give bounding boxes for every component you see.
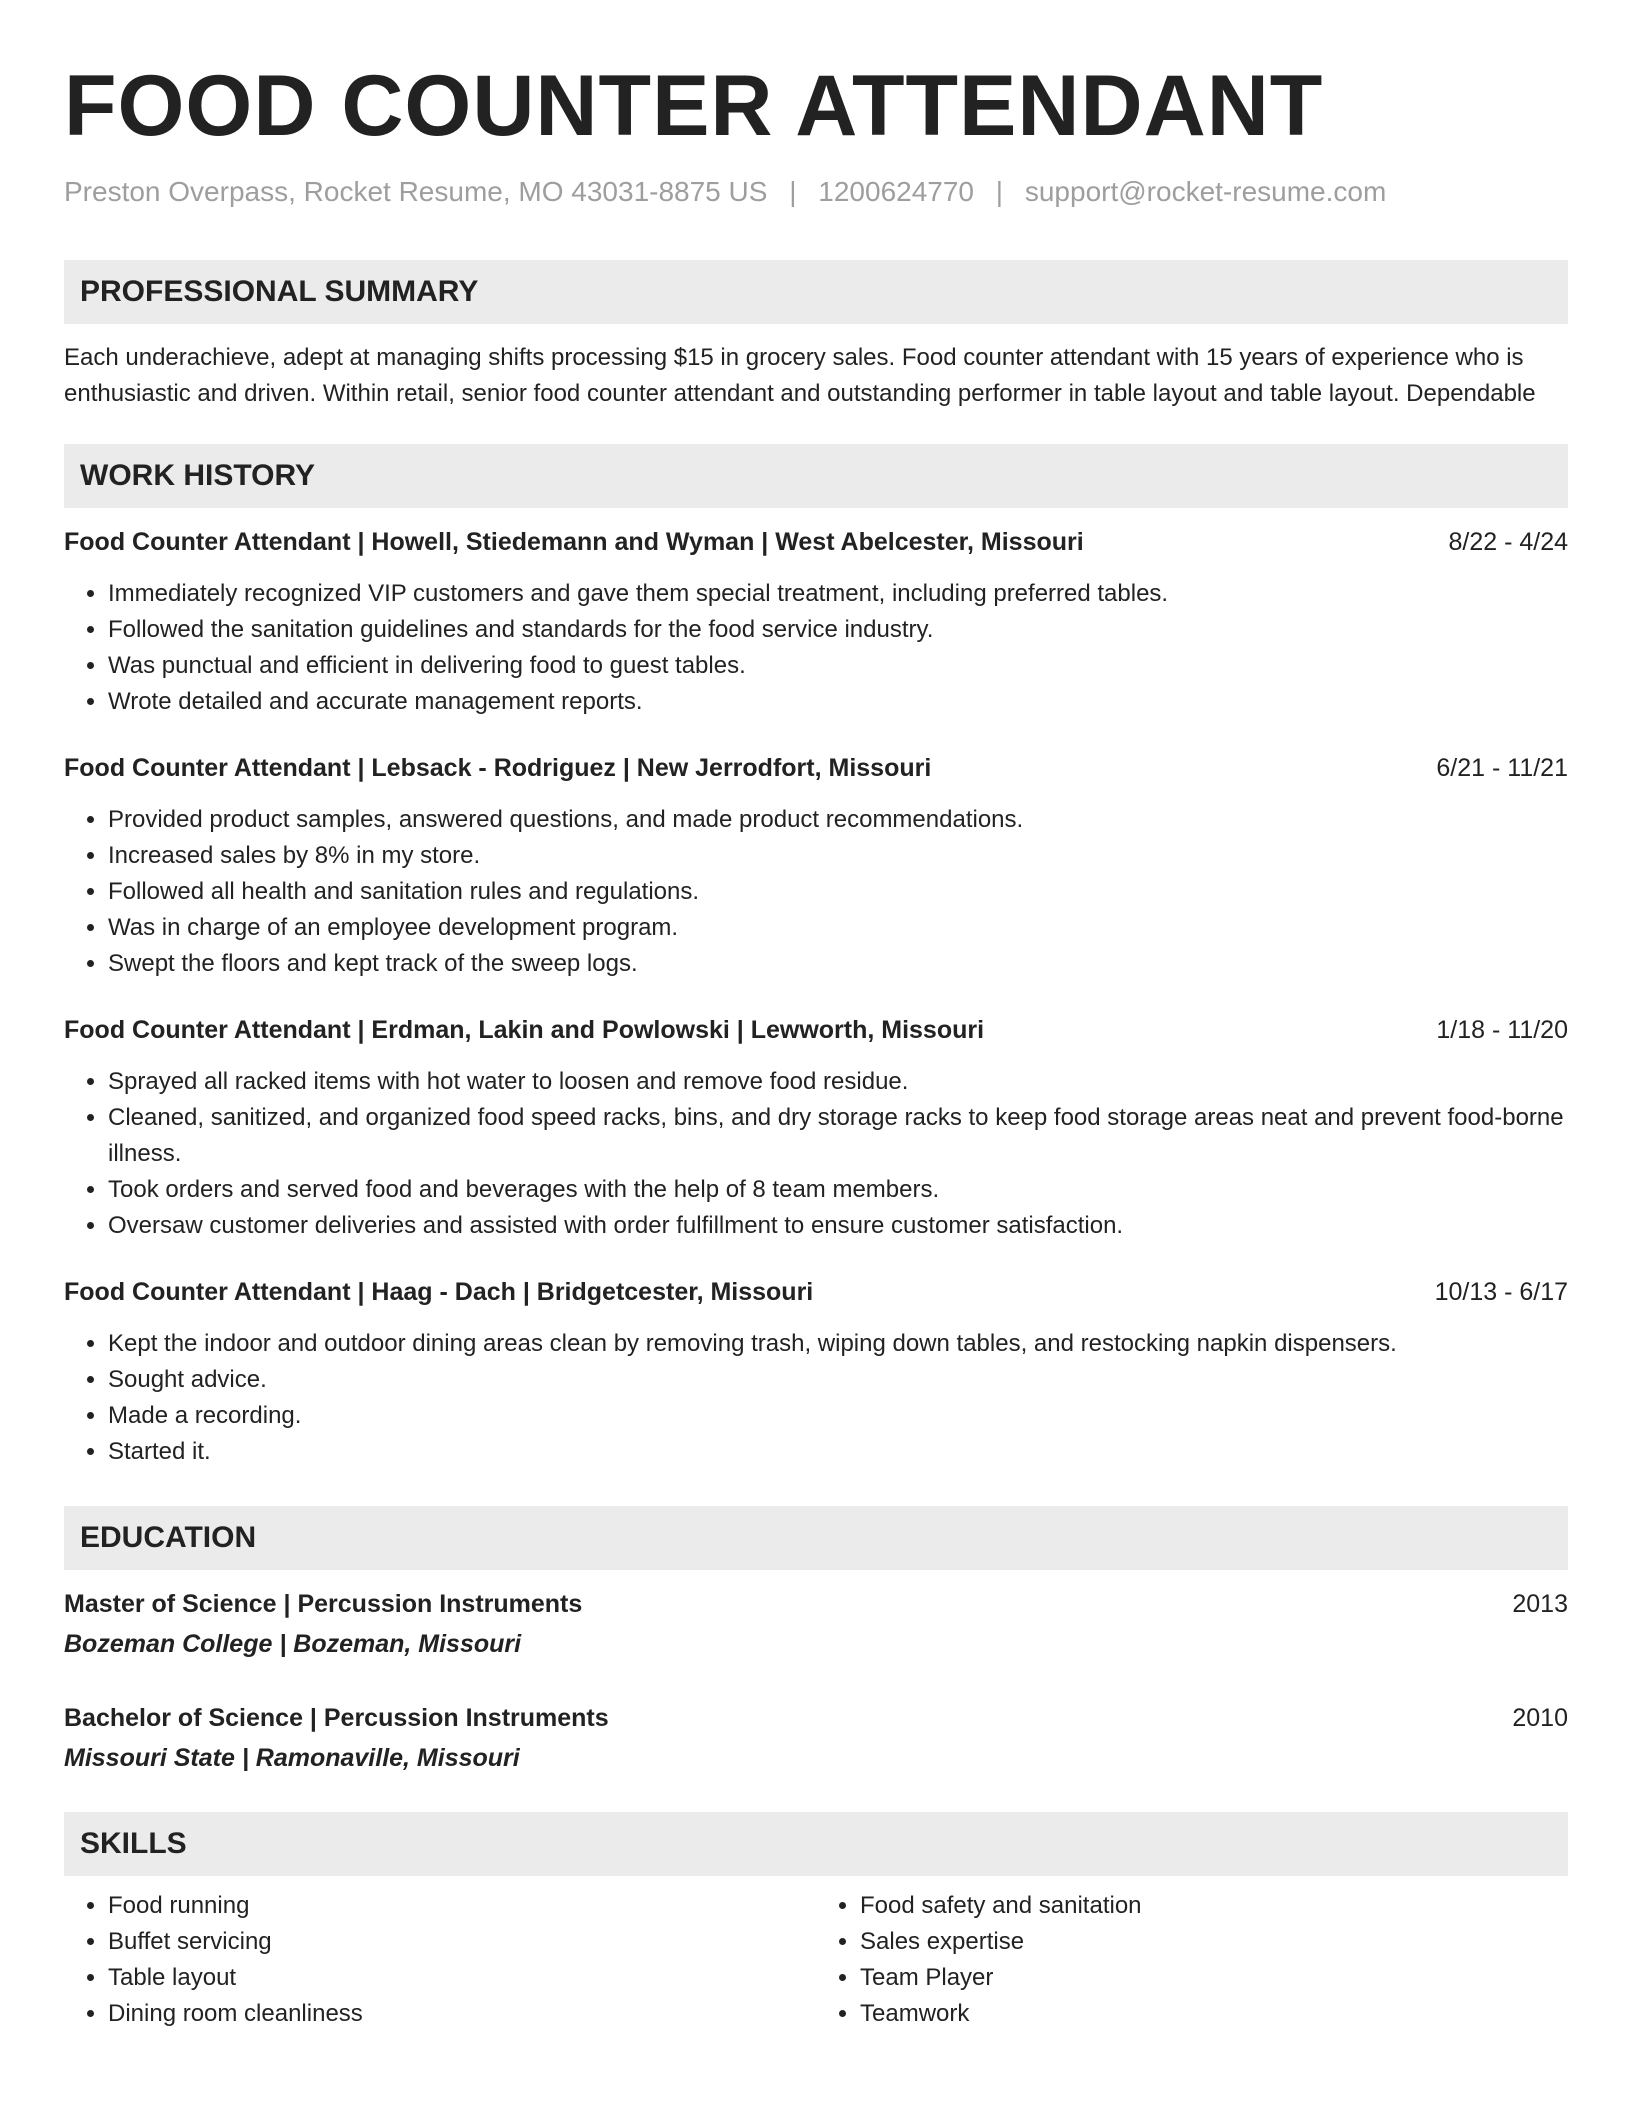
skill-item: • Food safety and sanitation [860, 1888, 1568, 1924]
job-bullets [64, 1064, 1568, 1244]
summary-text: Each underachieve, adept at managing shifts processing $15 in grocery sales. Food counter attendant with 15 years of experience who is enthusiastic and driven. Within retail, senior food counter attendant and outstanding performer in table layout and table layout. Dependable [64, 344, 1536, 407]
job-bullet: • Sought advice. [108, 1362, 1568, 1398]
job-title: Food Counter Attendant | Haag - Dach | Bridgetcester, Missouri [64, 1278, 814, 1306]
job-bullet: • Followed all health and sanitation rules and regulations. [108, 874, 1568, 910]
job-entry [64, 750, 1568, 982]
job-bullet: • Was punctual and efficient in delivering food to guest tables. [108, 648, 1568, 684]
section-heading-skills: SKILLS [64, 1812, 1568, 1876]
job-entry [64, 1274, 1568, 1470]
job-bullet: • Made a recording. [108, 1398, 1568, 1434]
job-bullet: • Started it. [108, 1434, 1568, 1470]
job-bullet: • Was in charge of an employee development program. [108, 910, 1568, 946]
job-bullet: • Kept the indoor and outdoor dining areas clean by removing trash, wiping down tables, and restocking napkin dispensers. [108, 1326, 1568, 1362]
contact-email: support@rocket-resume.com [1024, 176, 1387, 207]
skill-item: • Team Player [860, 1960, 1568, 1996]
job-bullets [64, 1326, 1568, 1470]
job-dates: 8/22 - 4/24 [1448, 528, 1568, 556]
education-header [64, 1586, 1568, 1622]
education-header [64, 1700, 1568, 1736]
education-degree: Bachelor of Science | Percussion Instruments [64, 1704, 609, 1732]
job-entry [64, 524, 1568, 720]
job-title: Food Counter Attendant | Howell, Stiedemann and Wyman | West Abelcester, Missouri [64, 528, 1084, 556]
education-list [64, 1586, 1568, 1776]
job-dates: 10/13 - 6/17 [1434, 1278, 1568, 1306]
skill-item: • Food running [108, 1888, 816, 1924]
contact-separator: | [789, 176, 797, 207]
education-year: 2010 [1512, 1704, 1568, 1732]
section-heading-education: EDUCATION [64, 1506, 1568, 1570]
skill-item: • Sales expertise [860, 1924, 1568, 1960]
job-bullet: • Took orders and served food and beverages with the help of 8 team members. [108, 1172, 1568, 1208]
skill-item: • Table layout [108, 1960, 816, 1996]
education-school: Bozeman College | Bozeman, Missouri [64, 1630, 522, 1658]
job-entry [64, 1012, 1568, 1244]
job-bullet: • Increased sales by 8% in my store. [108, 838, 1568, 874]
job-bullets [64, 576, 1568, 720]
skills-column-left [64, 1888, 816, 2032]
section-heading-summary: PROFESSIONAL SUMMARY [64, 260, 1568, 324]
education-entry [64, 1586, 1568, 1662]
job-bullet: • Wrote detailed and accurate management reports. [108, 684, 1568, 720]
job-header [64, 524, 1568, 560]
job-bullets [64, 802, 1568, 982]
job-header [64, 750, 1568, 786]
job-bullet: • Followed the sanitation guidelines and standards for the food service industry. [108, 612, 1568, 648]
candidate-name: FOOD COUNTER ATTENDANT [64, 58, 1324, 154]
job-bullet: • Cleaned, sanitized, and organized food speed racks, bins, and dry storage racks to keep food storage areas neat and prevent food-borne illness. [108, 1100, 1568, 1172]
job-dates: 6/21 - 11/21 [1436, 754, 1568, 782]
skill-item: • Dining room cleanliness [108, 1996, 816, 2032]
skills-list [64, 1888, 1568, 2032]
education-degree: Master of Science | Percussion Instruments [64, 1590, 583, 1618]
job-header [64, 1012, 1568, 1048]
job-bullet: • Provided product samples, answered questions, and made product recommendations. [108, 802, 1568, 838]
contact-separator: | [995, 176, 1004, 207]
education-school: Missouri State | Ramonaville, Missouri [64, 1744, 520, 1772]
section-heading-work-history: WORK HISTORY [64, 444, 1568, 508]
job-bullet: • Sprayed all racked items with hot water to loosen and remove food residue. [108, 1064, 1568, 1100]
work-history-list [64, 524, 1568, 1470]
contact-line [64, 174, 1568, 210]
skill-item: • Teamwork [860, 1996, 1568, 2032]
job-bullet: • Oversaw customer deliveries and assisted with order fulfillment to ensure customer satisfaction. [108, 1208, 1568, 1244]
job-header [64, 1274, 1568, 1310]
job-bullet: • Swept the floors and kept track of the sweep logs. [108, 946, 1568, 982]
job-title: Food Counter Attendant | Erdman, Lakin and Powlowski | Lewworth, Missouri [64, 1016, 985, 1044]
skills-column-right [816, 1888, 1568, 2032]
contact-phone: 1200624770 [818, 176, 975, 207]
job-dates: 1/18 - 11/20 [1436, 1016, 1568, 1044]
job-bullet: • Immediately recognized VIP customers and gave them special treatment, including preferred tables. [108, 576, 1568, 612]
skill-item: • Buffet servicing [108, 1924, 816, 1960]
job-title: Food Counter Attendant | Lebsack - Rodriguez | New Jerrodfort, Missouri [64, 754, 932, 782]
education-entry [64, 1700, 1568, 1776]
education-year: 2013 [1512, 1590, 1568, 1618]
contact-address: Preston Overpass, Rocket Resume, MO 43031-8875 US [64, 176, 768, 207]
